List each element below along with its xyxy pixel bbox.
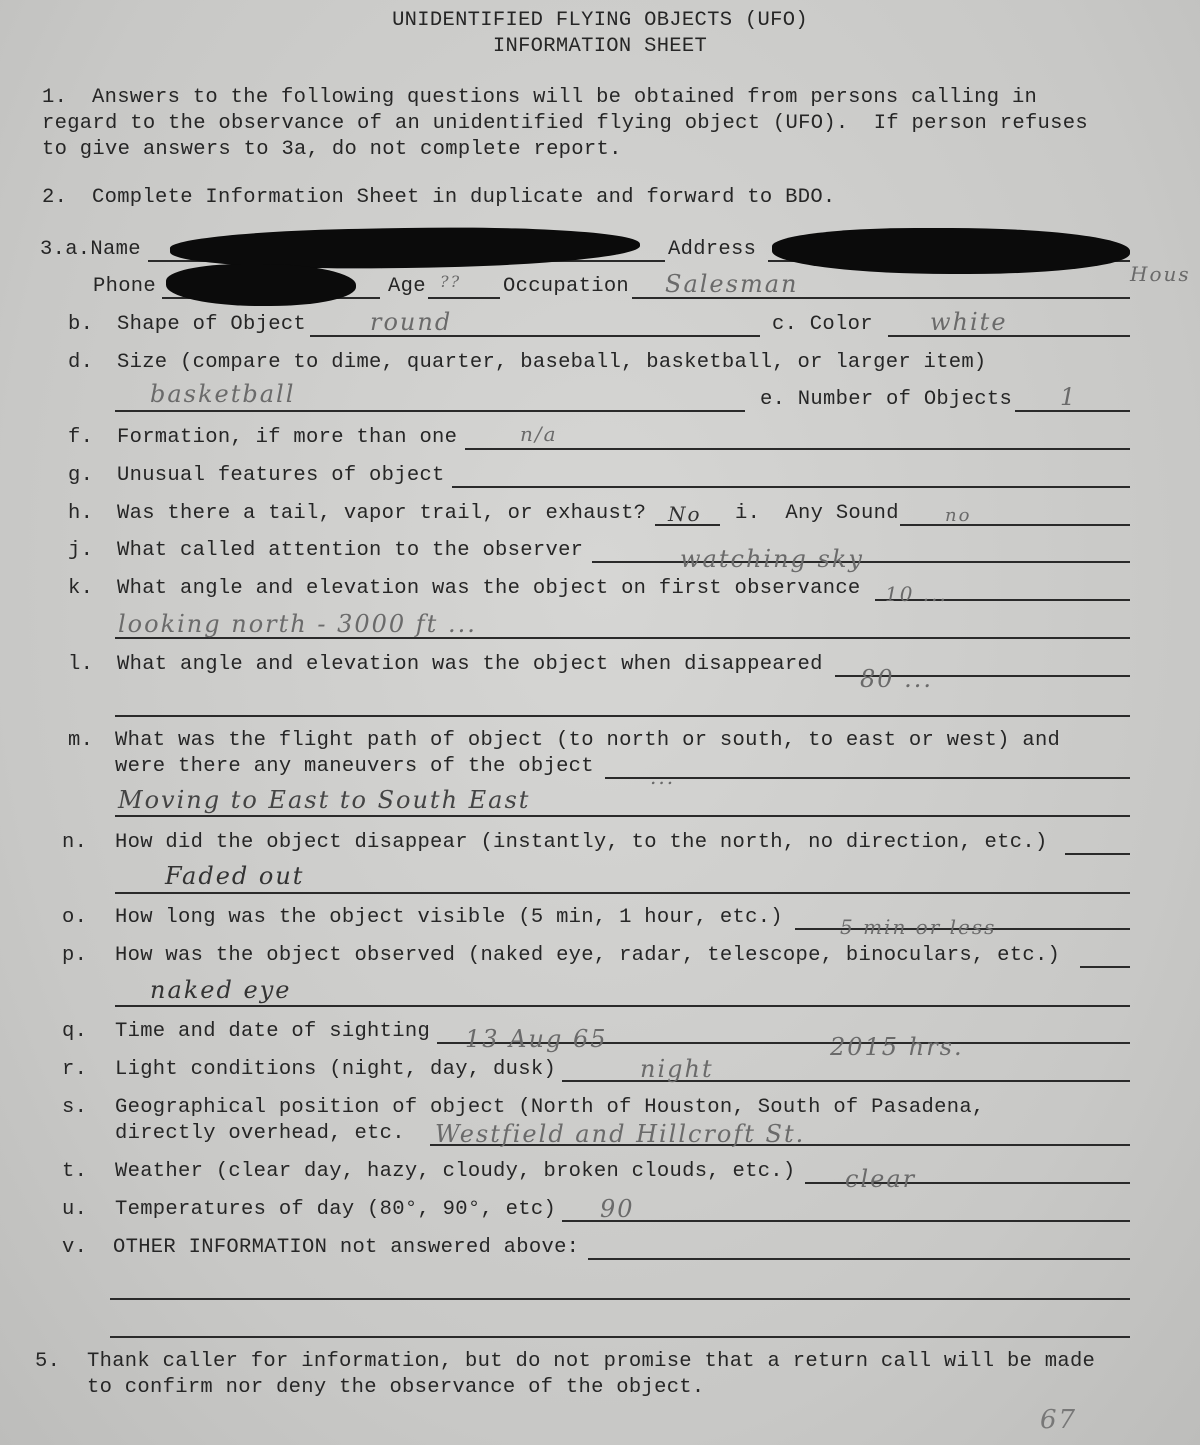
name-label: 3.a.Name [40,238,141,261]
position-value: Westfield and Hillcroft St. [435,1120,806,1148]
item-letter: o. [62,906,88,929]
item-letter: s. [62,1096,88,1119]
color-value: white [930,308,1008,336]
title-line-1: UNIDENTIFIED FLYING OBJECTS (UFO) [392,9,808,32]
item-2-number: 2. [42,186,68,209]
redaction-mark [166,264,356,306]
time-date-label: Time and date of sighting [115,1020,431,1043]
item-letter: n. [62,831,88,854]
item-5-number: 5. [35,1350,61,1373]
first-angle-value: 10 ... [885,582,948,606]
size-label: Size (compare to dime, quarter, baseball, basketball, or larger item) [117,351,987,374]
age-value: ?? [440,272,462,291]
closing-line: to confirm nor deny the observance of the object. [87,1376,705,1399]
flight-path-label: were there any maneuvers of the object [115,755,594,778]
attention-value: watching sky [680,545,864,573]
item-1-number: 1. [42,86,68,109]
weather-label: Weather (clear day, hazy, cloudy, broken clouds, etc.) [115,1160,796,1183]
formation-label: Formation, if more than one [117,426,458,449]
observed-field[interactable] [1080,966,1130,968]
item-letter: g. [68,464,94,487]
attention-label: What called attention to the observer [117,539,584,562]
last-angle-field-2[interactable] [115,715,1130,717]
color-field[interactable] [888,335,1130,337]
sound-value: no [945,505,972,526]
item-letter: m. [68,729,94,752]
sound-field[interactable] [900,524,1130,526]
shape-value: round [370,308,453,336]
number-value: 1 [1060,383,1078,411]
observed-value: naked eye [150,976,292,1004]
last-angle-value: 80 ... [860,665,934,693]
page-number-mark: 67 [1040,1405,1078,1435]
item-1-line: Answers to the following questions will be obtained from persons calling in [92,86,1038,109]
item-letter: b. [68,313,94,336]
time-date-value: 13 Aug 65 [465,1025,608,1053]
observed-field-2[interactable] [115,1005,1130,1007]
sound-label: i. Any Sound [735,502,899,525]
formation-field[interactable] [465,448,1130,450]
item-letter: r. [62,1058,88,1081]
features-field[interactable] [452,486,1130,488]
observed-label: How was the object observed (naked eye, radar, telescope, binoculars, etc.) [115,944,1061,967]
item-letter: u. [62,1198,88,1221]
flight-path-value-2: Moving to East to South East [118,786,531,814]
other-field[interactable] [588,1258,1130,1260]
item-1-line: to give answers to 3a, do not complete report. [42,138,622,161]
first-angle-value-2: looking north - 3000 ft ... [118,610,477,638]
features-label: Unusual features of object [117,464,445,487]
disappear-field-2[interactable] [115,892,1130,894]
item-letter: h. [68,502,94,525]
item-letter: v. [62,1236,88,1259]
light-label: Light conditions (night, day, dusk) [115,1058,557,1081]
size-value: basketball [150,380,296,408]
temperature-value: 90 [600,1195,635,1223]
address-label: Address [668,238,757,261]
disappear-label: How did the object disappear (instantly, to the north, no direction, etc.) [115,831,1048,854]
formation-value: n/a [520,422,558,446]
title-line-2: INFORMATION SHEET [492,35,708,58]
duration-label: How long was the object visible (5 min, 1 hour, etc.) [115,906,783,929]
flight-path-label: What was the flight path of object (to north or south, to east or west) and [115,729,1061,752]
age-field[interactable] [428,297,500,299]
item-1-line: regard to the observance of an unidentified flying object (UFO). If person refuses [42,112,1088,135]
temperature-field[interactable] [562,1220,1130,1222]
item-letter: j. [68,539,94,562]
size-field[interactable] [115,410,745,412]
other-field-3[interactable] [110,1336,1130,1338]
item-letter: k. [68,577,94,600]
flight-path-value: ... [650,765,676,789]
item-letter: d. [68,351,94,374]
position-label: Geographical position of object (North of Houston, South of Pasadena, [115,1096,985,1119]
disappear-value: Faded out [165,862,305,890]
disappear-field[interactable] [1065,853,1130,855]
time-date-value-2: 2015 hrs. [830,1033,964,1061]
address-margin-note: Hous [1130,262,1191,286]
closing-line: Thank caller for information, but do not promise that a return call will be made [87,1350,1096,1373]
item-letter: t. [62,1160,88,1183]
tail-value: No [668,502,702,526]
occupation-label: Occupation [503,275,630,298]
item-letter: q. [62,1020,88,1043]
item-letter: l. [68,653,94,676]
item-letter: f. [68,426,94,449]
last-angle-label: What angle and elevation was the object when disappeared [117,653,823,676]
flight-path-field-2[interactable] [115,815,1130,817]
item-letter: p. [62,944,88,967]
occupation-value: Salesman [665,270,799,298]
light-value: night [640,1055,714,1083]
other-field-2[interactable] [110,1298,1130,1300]
color-label: c. Color [772,313,873,336]
temperature-label: Temperatures of day (80°, 90°, etc) [115,1198,557,1221]
phone-label: Phone [93,275,157,298]
duration-value: 5 min or less [840,915,997,939]
number-label: e. Number of Objects [760,388,1013,411]
other-label: OTHER INFORMATION not answered above: [113,1236,580,1259]
weather-value: clear [845,1165,917,1193]
item-2-text: Complete Information Sheet in duplicate and forward to BDO. [92,186,836,209]
flight-path-field[interactable] [605,777,1130,779]
redaction-mark [772,228,1130,274]
age-label: Age [388,275,426,298]
first-angle-label: What angle and elevation was the object on first observance [117,577,861,600]
tail-label: Was there a tail, vapor trail, or exhaust? [117,502,647,525]
position-label: directly overhead, etc. [115,1122,405,1145]
shape-label: Shape of Object [117,313,307,336]
